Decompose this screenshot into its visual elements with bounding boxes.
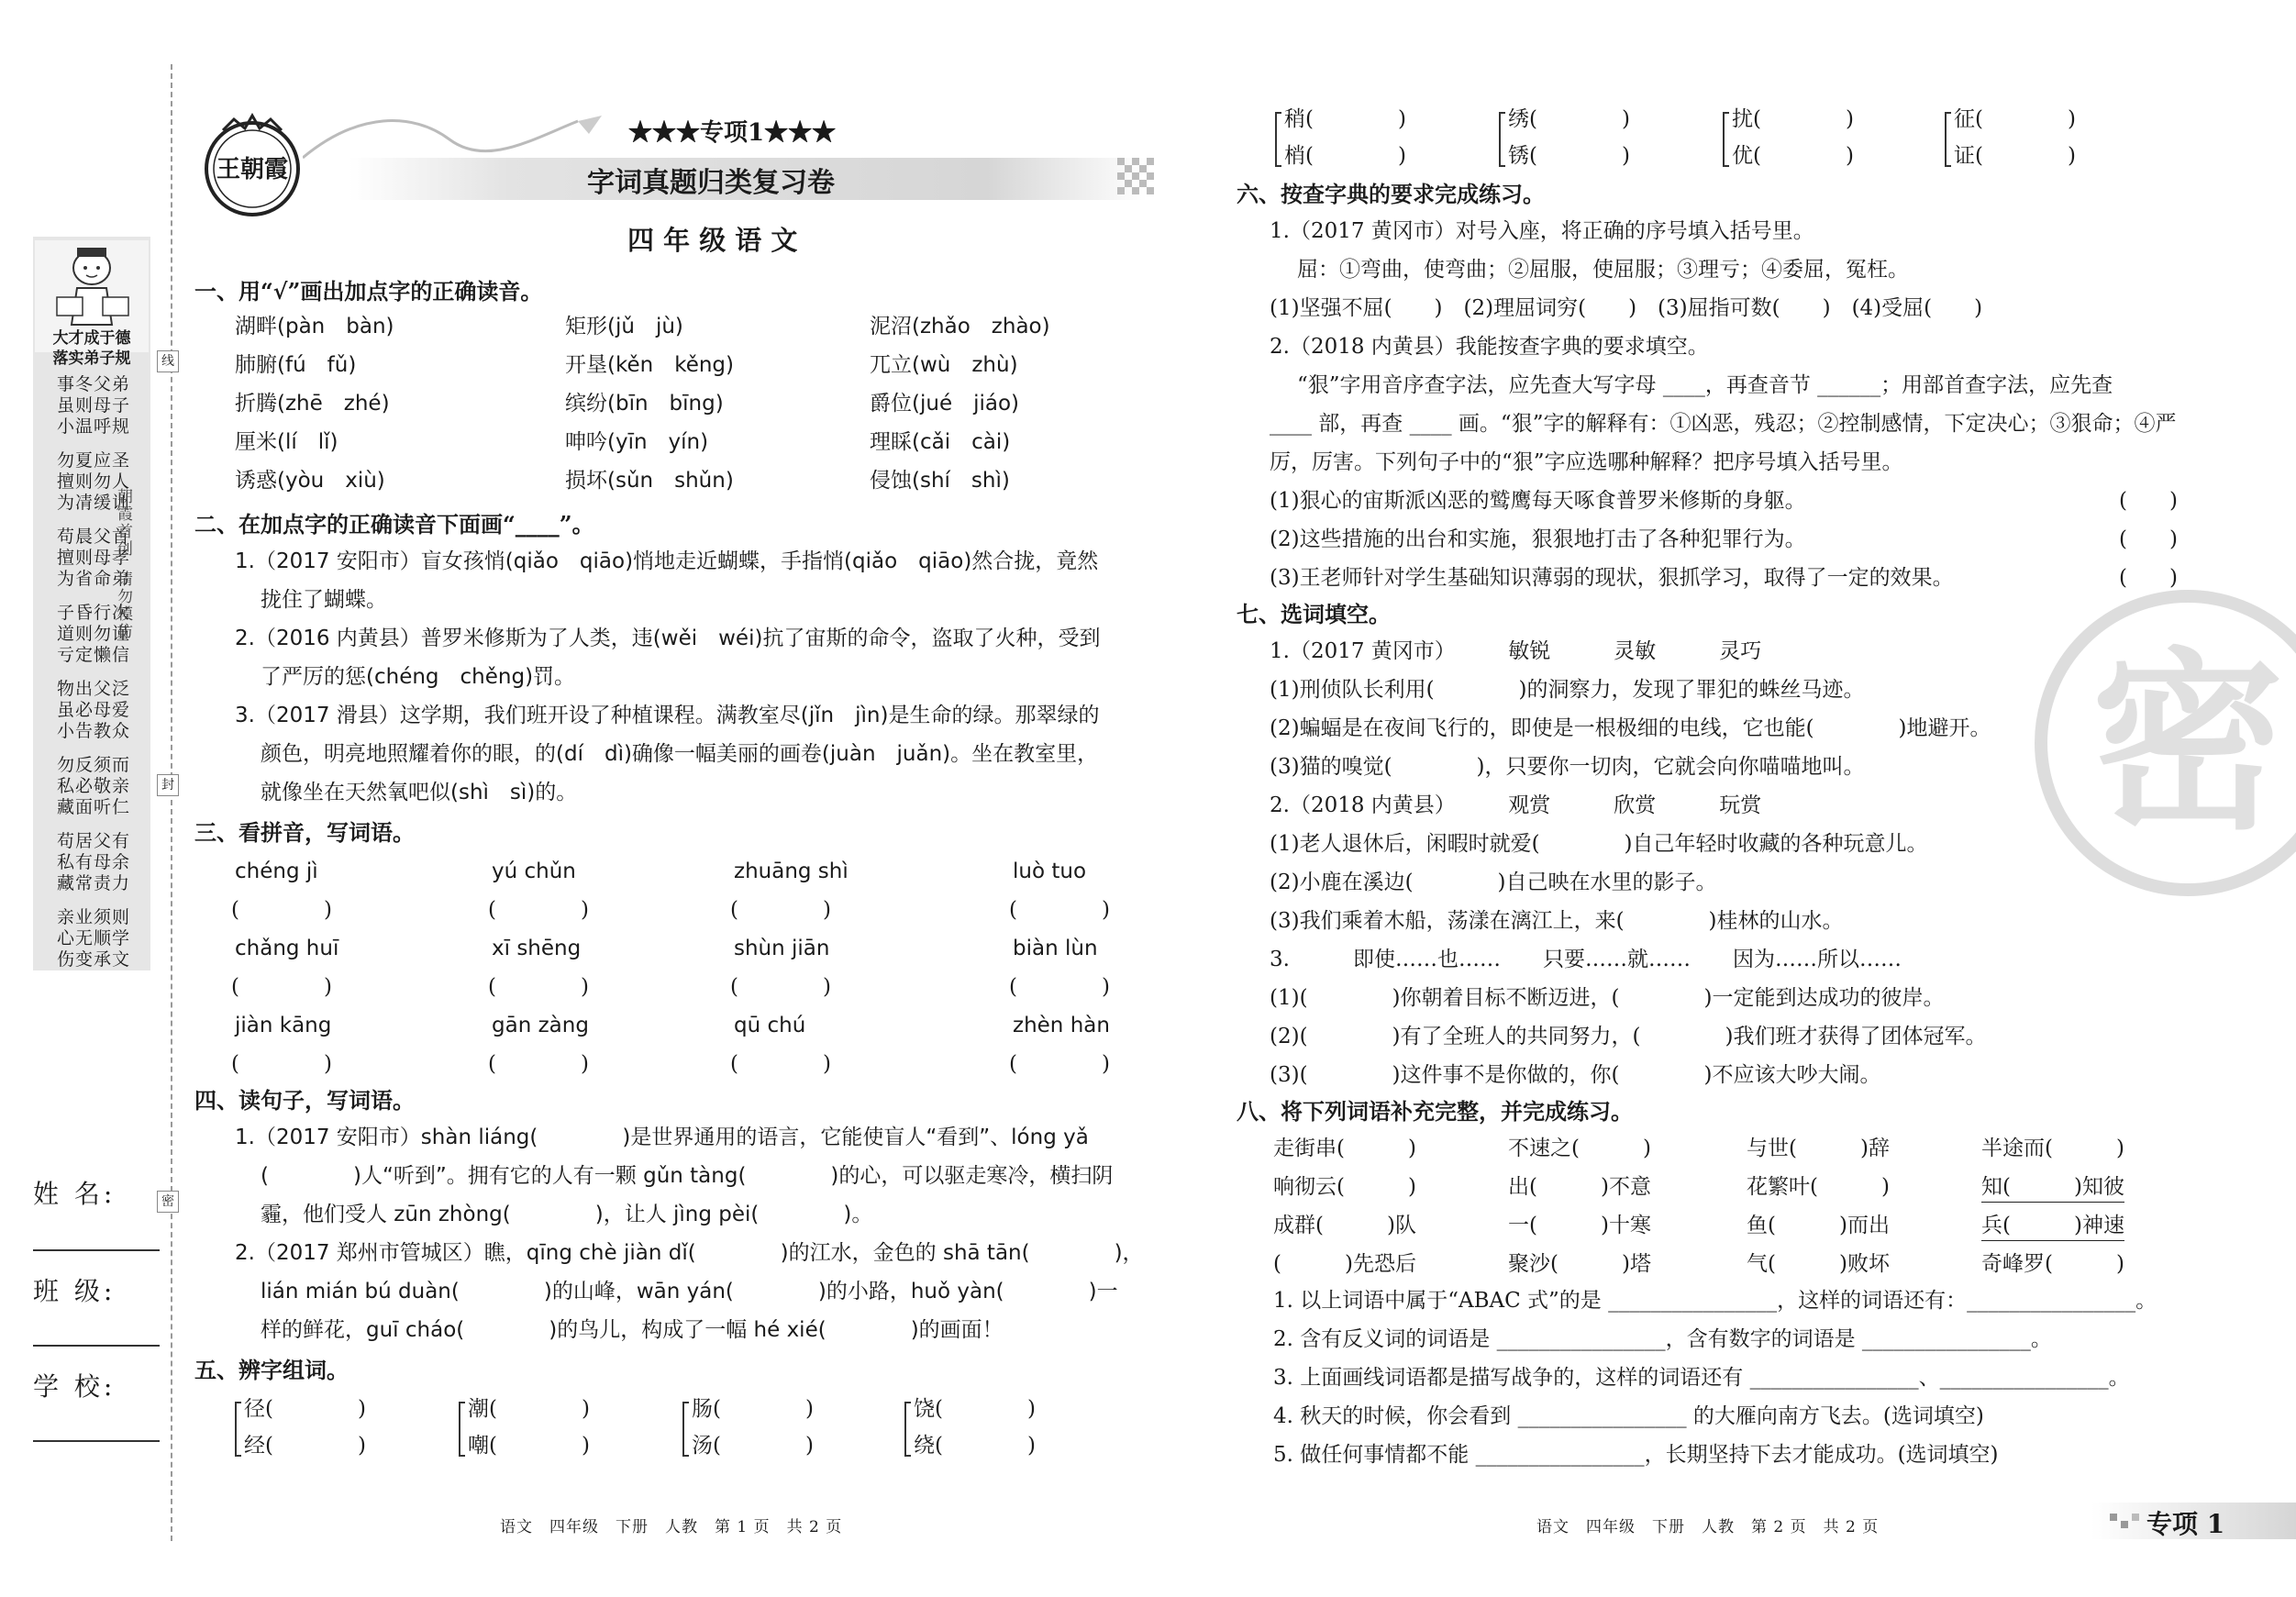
dictionary-line[interactable]: (3)王老师针对学生基础知识薄弱的现状，狠抓学习，取得了一定的效果。 [1270,566,1954,590]
rule-line: 虽必母爱 [56,700,130,720]
scholar-figure-icon [35,240,149,332]
idiom-item[interactable]: 聚沙( )塔 [1508,1252,1651,1276]
distinguish-word[interactable]: 扰( ) [1732,107,1854,131]
section-1-title: 一、用“√”画出加点字的正确读音。 [194,278,543,305]
fill-word-line[interactable]: 3. 即使……也…… 只要……就…… 因为……所以…… [1270,948,1902,971]
rule-line: 小温呼规 [56,416,130,437]
idiom-item[interactable]: 鱼( )而出 [1747,1214,1890,1237]
rule-line: 伤变承文 [56,949,130,970]
name-line[interactable] [33,1249,160,1251]
pair-bracket [904,1402,911,1457]
answer-paren[interactable]: ( ) [2119,489,2178,513]
seal-text: 密 [2091,629,2284,856]
section-3-title: 三、看拼音，写词语。 [194,819,415,846]
pair-bracket [1275,112,1281,167]
section-5-title: 五、辨字组词。 [194,1357,349,1383]
rule-line: 心无顺学 [56,928,130,948]
logo-text: 王朝霞 [216,156,288,183]
confidential-seal [2032,587,2296,899]
rule-line: 虽则母子 [56,395,130,416]
sentence-line[interactable]: 2.（2017 郑州市管城区）瞧，qīng chè jiàn dǐ( )的江水，金色的 shā tān( )， [235,1241,1144,1265]
fill-word-line[interactable]: (1)刑侦队长利用( )的洞察力，发现了罪犯的蛛丝马迹。 [1270,678,1865,702]
pair-bracket [1499,112,1505,167]
idiom-item[interactable]: 花繁叶( ) [1747,1175,1890,1199]
fill-word-line[interactable]: (2)小鹿在溪边( )自己映在水里的影子。 [1270,871,1717,894]
pair-bracket [1723,112,1729,167]
idiom-item[interactable]: 与世( )辞 [1747,1137,1890,1160]
school-label: 学 校: [33,1371,116,1402]
pronunciation-item[interactable]: 肺腑(fú fǔ) [235,353,357,377]
rule-line: 藏面听仁 [56,797,130,817]
answer-blank[interactable]: ( ) [231,1052,332,1076]
fill-word-line[interactable]: 1.（2017 黄冈市） 敏锐 灵敏 灵巧 [1270,639,1762,663]
answer-blank[interactable]: ( ) [488,1052,589,1076]
question-line: 颜色，明亮地照耀着你的眼，的(dí dì)确像一幅美丽的画卷(juàn juǎn)。坐在教室里， [261,742,1099,766]
slogan-line-1: 大才成于德 [52,329,131,348]
idiom-item[interactable]: 不速之( ) [1508,1137,1651,1160]
sentence-line[interactable]: 霾，他们受人 zūn zhòng( )，让人 jìng pèi( )。 [261,1203,873,1226]
answer-blank[interactable]: ( ) [231,898,332,922]
answer-blank[interactable]: ( ) [730,1052,831,1076]
fill-word-line[interactable]: (1)( )你朝着目标不断迈进，( )一定能到达成功的彼岸。 [1270,986,1945,1010]
pronunciation-item[interactable]: 泥沼(zhǎo zhào) [870,315,1050,338]
question-line: 就像坐在天然氧吧似(shì sì)的。 [261,781,578,804]
rule-line: 事冬父弟 [56,374,130,394]
distinguish-word[interactable]: 绣( ) [1508,107,1630,131]
brand-logo [197,112,307,222]
exercise-line[interactable]: 2. 含有反义词的词语是 ________________，含有数字的词语是 ________________。 [1273,1327,2052,1351]
answer-blank[interactable]: ( ) [1009,898,1110,922]
rule-line: 物出父泛 [56,679,130,699]
rule-line: 亏定懒信 [56,645,130,665]
answer-paren[interactable]: ( ) [2119,527,2178,551]
question-line: 了严厉的惩(chéng chěng)罚。 [261,665,576,689]
pinyin-prompt: xī shēng [492,937,582,960]
section-7-title: 七、选词填空。 [1237,601,1391,627]
question-line: 2.（2016 内黄县）普罗米修斯为了人类，违(wěi wéi)抗了宙斯的命令，盗取了火种，受到 [235,627,1101,650]
pinyin-prompt: luò tuo [1013,859,1087,883]
pronunciation-item[interactable]: 缤纷(bīn bīng) [565,392,724,416]
pronunciation-item[interactable]: 呻吟(yīn yín) [565,430,709,454]
dictionary-line: 1.（2017 黄冈市）对号入座，将正确的序号填入括号里。 [1270,219,1814,243]
pronunciation-item[interactable]: 理睬(cǎi cài) [870,430,1011,454]
distinguish-word[interactable]: 征( ) [1954,107,2076,131]
idiom-item[interactable]: 走街串( ) [1273,1137,1416,1160]
distinguish-word[interactable]: 径( ) [244,1397,366,1421]
fill-word-line[interactable]: (3)猫的嗅觉( )，只要你一切肉，它就会向你喵喵地叫。 [1270,755,1865,779]
answer-blank[interactable]: ( ) [1009,1052,1110,1076]
distinguish-word[interactable]: 肠( ) [692,1397,814,1421]
pronunciation-item[interactable]: 开垦(kěn kěng) [565,353,734,377]
binding-tag-secret: 密 [157,1191,179,1213]
pinyin-prompt: chéng jì [235,859,318,883]
answer-blank[interactable]: ( ) [488,975,589,999]
pronunciation-item[interactable]: 折腾(zhē zhé) [235,392,390,416]
exercise-line[interactable]: 1. 以上词语中属于“ABAC 式”的是 ________________，这样的词语还有：________________。 [1273,1289,2157,1313]
dictionary-line[interactable]: 2.（2018 内黄县）我能按查字典的要求填空。 [1270,335,1709,359]
special-tab [2091,1503,2296,1539]
answer-blank[interactable]: ( ) [730,898,831,922]
distinguish-word[interactable]: 汤( ) [692,1434,814,1458]
pinyin-prompt: gān zàng [492,1014,589,1037]
section-2-title: 二、在加点字的正确读音下面画“____”。 [194,511,594,538]
pronunciation-item[interactable]: 湖畔(pàn bàn) [235,315,394,338]
idiom-item[interactable]: 出( )不意 [1508,1175,1651,1199]
left-footer: 语文 四年级 下册 人教 第 1 页 共 2 页 [500,1518,843,1536]
dictionary-line: 屈：①弯曲，使弯曲；②屈服，使屈服；③理亏；④委屈，冤枉。 [1297,258,1909,282]
dictionary-line[interactable]: (1)狠心的宙斯派凶恶的鹫鹰每天啄食普罗米修斯的身躯。 [1270,489,1806,513]
dictionary-line[interactable]: (1)坚强不屈( ) (2)理屈词穷( ) (3)屈指可数( ) (4)受屈( ) [1270,296,1983,320]
idiom-item[interactable]: 半途而( ) [1981,1137,2124,1160]
pair-bracket [459,1402,465,1457]
idiom-item[interactable]: ( )先恐后 [1273,1252,1416,1276]
idiom-item[interactable]: 成群( )队 [1273,1214,1416,1237]
rule-line: 擅则勿人 [56,471,130,492]
question-line: 1.（2017 安阳市）盲女孩悄(qiǎo qiāo)悄地走近蝴蝶，手指悄(qiǎo qiāo)然合拢，竟然 [235,549,1099,573]
dictionary-line[interactable]: “狠”字用音序查字法，应先查大写字母 ____，再查音节 ______；用部首查字法，应先查 [1297,373,2113,397]
distinguish-word[interactable]: 锈( ) [1508,144,1630,168]
idiom-item[interactable]: 气( )败坏 [1747,1252,1890,1276]
idiom-item[interactable]: 知( )知彼 [1981,1172,2124,1203]
rule-line: 苟晨父首 [56,527,130,547]
checker-decoration-icon [1117,158,1159,200]
pronunciation-item[interactable]: 诱惑(yòu xiù) [235,469,385,493]
idiom-item[interactable]: 一( )十寒 [1508,1214,1651,1237]
idiom-item[interactable]: 响彻云( ) [1273,1175,1416,1199]
pronunciation-item[interactable]: 兀立(wù zhù) [870,353,1018,377]
exercise-line[interactable]: 4. 秋天的时候，你会看到 ________________ 的大雁向南方飞去。(选词填空) [1273,1404,1984,1428]
idiom-item[interactable]: 兵( )神速 [1981,1211,2124,1241]
answer-paren[interactable]: ( ) [2119,566,2178,590]
exercise-line[interactable]: 3. 上面画线词语都是描写战争的，这样的词语还有 ________________、________________。 [1273,1366,2130,1390]
name-label: 姓 名: [33,1179,116,1209]
rule-line: 为省命弟 [56,569,130,589]
pronunciation-item[interactable]: 侵蚀(shí shì) [870,469,1010,493]
question-line: 拢住了蝴蝶。 [261,588,387,612]
distinguish-word[interactable]: 经( ) [244,1434,366,1458]
sentence-line[interactable]: ( )人“听到”。拥有它的人有一颗 gǔn tàng( )的心，可以驱走寒冷，横扫阴 [261,1164,1114,1188]
rule-line: 苟居父有 [56,831,130,851]
sentence-line[interactable]: 1.（2017 安阳市）shàn liáng( )是世界通用的语言，它能使盲人“看到”、lóng yǎ [235,1126,1089,1149]
right-footer: 语文 四年级 下册 人教 第 2 页 共 2 页 [1536,1518,1880,1536]
distinguish-word[interactable]: 证( ) [1954,144,2076,168]
fill-word-line[interactable]: (3)我们乘着木船，荡漾在漓江上，来( )桂林的山水。 [1270,909,1844,933]
question-line: 3.（2017 滑县）这学期，我们班开设了种植课程。满教室尽(jǐn jìn)是生命的绿。那翠绿的 [235,704,1100,727]
pronunciation-item[interactable]: 矩形(jǔ jù) [565,315,683,338]
dictionary-line[interactable]: 厉，厉害。下列句子中的“狠”字应选哪种解释？把序号填入括号里。 [1270,450,1903,474]
rule-line: 道则勿谨 [56,624,130,644]
distinguish-word[interactable]: 绕( ) [914,1434,1036,1458]
exercise-line[interactable]: 5. 做任何事情都不能 ________________，长期坚持下去才能成功。(选词填空) [1273,1443,1999,1467]
pinyin-prompt: chǎng huī [235,937,339,960]
pinyin-prompt: biàn lùn [1013,937,1098,960]
fill-word-line[interactable]: (2)( )有了全班人的共同努力，( )我们班才获得了团体冠军。 [1270,1025,1987,1048]
rule-line: 藏常责力 [56,873,130,893]
section-6-title: 六、按查字典的要求完成练习。 [1237,181,1545,207]
idiom-item[interactable]: 奇峰罗( ) [1981,1252,2124,1276]
dictionary-line[interactable]: (2)这些措施的出台和实施，狠狠地打击了各种犯罪行为。 [1270,527,1806,551]
fill-word-line[interactable]: 2.（2018 内黄县） 观赏 欣赏 玩赏 [1270,793,1762,817]
special-tab-label: 专项 1 [2146,1509,2225,1539]
pair-bracket [235,1402,241,1457]
rule-line: 勿反须而 [56,755,130,775]
pinyin-prompt: jiàn kāng [235,1014,332,1037]
binding-dashed-line [171,64,172,1541]
fill-word-line[interactable]: (3)( )这件事不是你做的，你( )不应该大吵大闹。 [1270,1063,1881,1087]
class-label: 班 级: [33,1276,116,1306]
rule-line: 为凊缓训 [56,493,130,513]
dictionary-line[interactable]: ____ 部，再查 ____ 画。“狠”字的解释有：①凶恶，残忍；②控制感情，下定决心；③狠命；④严 [1270,412,2177,436]
school-line[interactable] [33,1440,160,1442]
fill-word-line[interactable]: (2)蝙蝠是在夜间飞行的，即使是一根极细的电线，它也能( )地避开。 [1270,716,1991,740]
sentence-line[interactable]: 样的鲜花，guī cháo( )的鸟儿，构成了一幅 hé xié( )的画面！ [261,1318,1004,1342]
section-4-title: 四、读句子，写词语。 [194,1087,415,1114]
pinyin-prompt: shùn jiān [734,937,830,960]
pair-bracket [1945,112,1951,167]
answer-blank[interactable]: ( ) [1009,975,1110,999]
distinguish-word[interactable]: 稍( ) [1284,107,1406,131]
vertical-note-2: 请勿模仿 [114,571,132,640]
binding-tag-line: 线 [157,350,179,372]
pinyin-prompt: qū chú [734,1014,806,1037]
page-title: 字词真题归类复习卷 [587,167,835,199]
vertical-note-1: 朝霞首创 [114,488,132,558]
pronunciation-item[interactable]: 爵位(jué jiáo) [870,392,1020,416]
answer-blank[interactable]: ( ) [730,975,831,999]
page-subtitle: 四 年 级 语 文 [627,225,798,256]
answer-blank[interactable]: ( ) [231,975,332,999]
pinyin-prompt: zhuāng shì [734,859,849,883]
rule-line: 亲业须则 [56,907,130,927]
rule-line: 子昏行次 [56,603,130,623]
distinguish-word[interactable]: 饶( ) [914,1397,1036,1421]
rule-line: 勿夏应圣 [56,450,130,471]
pronunciation-item[interactable]: 损坏(sǔn shǔn) [565,469,734,493]
pair-bracket [682,1402,689,1457]
series-label: ★★★专项1★★★ [628,119,837,147]
binding-tag-seal: 封 [157,774,179,796]
answer-blank[interactable]: ( ) [488,898,589,922]
section-8-title: 八、将下列词语补充完整，并完成练习。 [1237,1098,1633,1125]
rule-line: 擅则母孝 [56,548,130,568]
rule-line: 私必敬亲 [56,776,130,796]
rule-line: 小告教众 [56,721,130,741]
distinguish-word[interactable]: 梢( ) [1284,144,1406,168]
distinguish-word[interactable]: 优( ) [1732,144,1854,168]
pinyin-prompt: yú chǔn [492,859,576,883]
slogan-line-2: 落实弟子规 [52,349,131,368]
pronunciation-item[interactable]: 厘米(lí lǐ) [235,430,338,454]
distinguish-word[interactable]: 嘲( ) [468,1434,590,1458]
class-line[interactable] [33,1345,160,1347]
rule-line: 私有母余 [56,852,130,872]
pinyin-prompt: zhèn hàn [1013,1014,1110,1037]
fill-word-line[interactable]: (1)老人退休后，闲暇时就爱( )自己年轻时收藏的各种玩意儿。 [1270,832,1928,856]
distinguish-word[interactable]: 潮( ) [468,1397,590,1421]
sentence-line[interactable]: lián mián bú duàn( )的山峰，wān yán( )的小路，huǒ yàn( )一 [261,1280,1118,1303]
